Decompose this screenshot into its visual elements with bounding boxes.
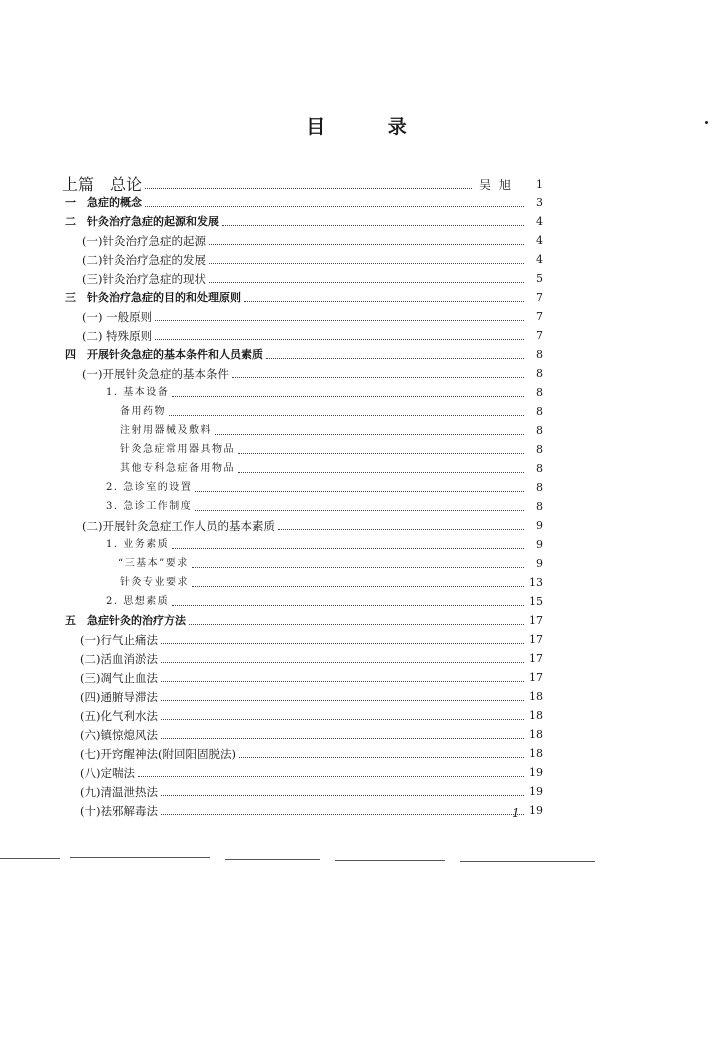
toc-entry-page: 18 [529,709,543,722]
dot-leader [192,585,524,587]
scan-edge-line [0,858,60,859]
dot-leader [266,357,524,359]
toc-entry-label: (一)针灸治疗急症的起源 [82,234,206,248]
toc-entry-page: 8 [536,481,543,494]
dot-leader [239,756,524,758]
dot-leader [244,300,524,302]
toc-entry-page: 4 [536,234,543,247]
toc-entry[interactable] [82,249,543,267]
dot-leader [161,794,524,796]
dot-leader [215,433,524,435]
scan-edge-line [335,860,445,861]
dot-leader [222,224,524,226]
toc-entry-label: (四)通腑导滞法 [80,690,158,704]
toc-entry-page: 19 [529,785,543,798]
dot-leader [161,680,524,682]
toc-entry-page: 9 [536,538,543,551]
toc-entry-label: (三)凋气止血法 [80,671,158,685]
toc-entry-page: 17 [529,614,543,627]
toc-entry-label: 2. 急诊室的设置 [106,482,193,493]
toc-entry[interactable] [82,325,543,343]
toc-entry-label: (三)针灸治疗急症的现状 [82,272,206,286]
toc-entry[interactable] [106,534,543,552]
toc-entry[interactable] [80,648,543,666]
scan-edge-line [460,861,595,862]
toc-entry[interactable] [65,287,543,305]
toc-entry[interactable] [118,553,543,571]
toc-entry[interactable] [120,401,543,419]
toc-entry-label: 针灸专业要求 [120,577,189,588]
dot-leader [145,205,524,207]
dot-leader [145,187,472,189]
toc-entry-page: 3 [536,196,543,209]
toc-entry-page: 7 [536,291,543,304]
dot-leader [195,490,524,492]
toc-entry-label: (一) 一般原则 [82,310,153,324]
dot-leader [155,319,524,321]
toc-entry-page: 8 [536,405,543,418]
dot-leader [161,642,524,644]
toc-entry-page: 8 [536,500,543,513]
toc-entry-label: 五 急症针灸的治疗方法 [65,614,186,627]
dot-leader [155,338,524,340]
toc-entry-label: 注射用器械及敷料 [120,425,212,436]
toc-entry-label: 1. 基本设备 [106,387,170,398]
dot-leader [169,414,524,416]
toc-entry-page: 4 [536,215,543,228]
dot-leader [172,395,524,397]
toc-entry[interactable] [80,667,543,685]
toc-entry[interactable] [82,268,543,286]
toc-entry[interactable] [80,629,543,647]
toc-entry-page: 7 [536,329,543,342]
toc-entry-page: 13 [529,576,543,589]
toc-entry[interactable] [82,515,543,533]
dot-leader [238,471,524,473]
toc-entry[interactable] [82,363,543,381]
toc-entry-label: 上篇 总论 [62,175,143,194]
toc-entry-page: 1 [536,178,543,191]
scan-edge-line [70,857,210,858]
dot-leader [161,813,524,815]
toc-entry[interactable] [82,230,543,248]
toc-entry[interactable] [80,724,543,742]
toc-entry-label: 二 针灸治疗急症的起源和发展 [65,215,219,228]
toc-entry[interactable] [80,743,543,761]
dot-leader [161,661,524,663]
dot-leader [238,452,524,454]
toc-entry-page: 15 [529,595,543,608]
toc-entry-label: 1. 业务素质 [106,539,170,550]
dot-leader [172,547,524,549]
toc-entry[interactable] [65,344,543,362]
toc-entry[interactable] [120,572,543,590]
toc-entry-part-1[interactable] [62,170,543,192]
toc-entry[interactable] [82,306,543,324]
toc-entry-page: 19 [529,766,543,779]
toc-entry[interactable] [106,477,543,495]
dot-leader [172,604,524,606]
toc-entry[interactable] [80,762,543,780]
toc-entry[interactable] [65,192,543,210]
toc-entry-label: (二)活血消淤法 [80,652,158,666]
toc-entry-label: (九)清温泄热法 [80,785,158,799]
dot-leader [161,699,524,701]
toc-entry-page: 9 [536,519,543,532]
scan-speck [705,121,708,124]
toc-entry-page: 5 [536,272,543,285]
dot-leader [232,376,524,378]
toc-entry[interactable] [65,610,543,628]
toc-entry-page: 17 [529,633,543,646]
toc-entry-page: 9 [536,557,543,570]
toc-entry-page: 7 [536,310,543,323]
dot-leader [161,737,524,739]
toc-entry-label: 三 针灸治疗急症的目的和处理原则 [65,291,241,304]
toc-entry-page: 17 [529,652,543,665]
page-number: 1 [512,806,520,820]
dot-leader [192,566,524,568]
toc-entry-label: (一)行气止痛法 [80,633,158,647]
toc-entry-label: (一)开展针灸急症的基本条件 [82,367,229,381]
toc-entry-page: 8 [536,386,543,399]
toc-entry-label: 备用药物 [120,406,166,417]
toc-entry-page: 18 [529,728,543,741]
toc-entry-label: 3. 急诊工作制度 [106,501,193,512]
toc-entry-page: 18 [529,747,543,760]
toc-entry-page: 4 [536,253,543,266]
toc-entry[interactable] [120,439,543,457]
toc-entry-label: 其他专科急症备用物品 [120,463,235,474]
scan-edge-line [225,859,320,860]
toc-entry[interactable] [106,591,543,609]
toc-entry[interactable] [106,382,543,400]
toc-entry[interactable] [80,705,543,723]
dot-leader [209,243,524,245]
dot-leader [278,528,524,530]
toc-entry-label: (六)镇惊熄风法 [80,728,158,742]
toc-entry[interactable] [106,496,543,514]
toc-entry-label: 一 急症的概念 [65,196,142,209]
toc-entry-label: (二)开展针灸急症工作人员的基本素质 [82,519,275,533]
toc-entry-label: “三基本”要求 [118,558,189,569]
dot-leader [161,718,524,720]
toc-entry-page: 8 [536,424,543,437]
toc-entry-page: 17 [529,671,543,684]
toc-entry-label: (五)化气利水法 [80,709,158,723]
toc-entry[interactable] [80,781,543,799]
dot-leader [138,775,524,777]
toc-entry-label: (七)开窍醒神法(附回阳固脱法) [80,747,236,761]
toc-entry-label: (二) 特殊原则 [82,329,153,343]
toc-entry-label: (二)针灸治疗急症的发展 [82,253,206,267]
toc-entry-page: 19 [529,804,543,817]
toc-entry-label: 针灸急症常用器具物品 [120,444,235,455]
page-title: 目 录 [306,116,435,138]
toc-entry-page: 8 [536,367,543,380]
toc-entry-label: (八)定喘法 [80,766,135,780]
dot-leader [195,509,524,511]
dot-leader [209,281,524,283]
toc-entry-label: (十)祛邪解毒法 [80,804,158,818]
toc-entry-label: 四 开展针灸急症的基本条件和人员素质 [65,348,263,361]
toc-entry-page: 8 [536,443,543,456]
toc-entry[interactable] [65,211,543,229]
toc-entry-page: 18 [529,690,543,703]
dot-leader [189,623,524,625]
toc-entry-label: 2. 思想素质 [106,596,170,607]
toc-entry[interactable] [120,420,543,438]
toc-entry[interactable] [80,800,543,818]
toc-entry-page: 8 [536,462,543,475]
toc-entry-page: 8 [536,348,543,361]
toc-entry-author: 吴旭 [478,178,519,192]
toc-entry[interactable] [80,686,543,704]
toc-entry[interactable] [120,458,543,476]
dot-leader [209,262,524,264]
